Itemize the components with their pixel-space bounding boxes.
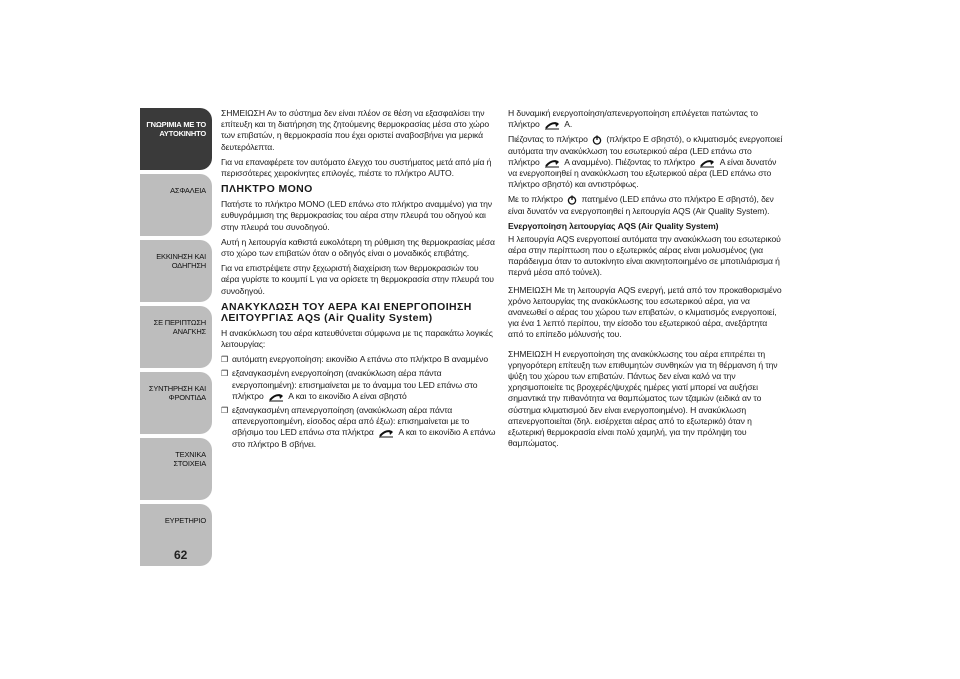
tab-label: ΣΕ ΠΕΡΙΠΤΩΣΗ ΑΝΑΓΚΗΣ <box>153 318 206 336</box>
recirculation-icon <box>268 392 284 402</box>
page-number: 62 <box>174 548 188 562</box>
power-icon <box>567 195 577 205</box>
paragraph: Πατήστε το πλήκτρο MONO (LED επάνω στο πλήκτρο αναμμένο) για την ευθυγράμμιση της θερμοκρασίας του αέρα στην πλευρά του οδηγού και στην πλευρά του συνοδηγού. <box>221 199 492 232</box>
paragraph <box>508 194 784 216</box>
tab-maintenance[interactable] <box>140 372 212 434</box>
list-item-text: εξαναγκασμένη απενεργοποίηση (ανακύκλωση αέρα πάντα απενεργοποιημένη, είσοδος αέρα από έξω): επισημαίνεται με το σβήσιμο του LED επάνω στα πλήκτρα <box>232 405 470 438</box>
paragraph: ΣΗΜΕΙΩΣΗ Με τη λειτουργία AQS ενεργή, μετά από τον προκαθορισμένο χρόνο λειτουργίας της ανακύκλωσης του εσωτερικού αέρα, για να ανανεωθεί ο αέρας του χώρου των επιβατών, ο κλιματισμός ενεργοποιεί, για ένα 1 λεπτό περίπου, την είσοδο του εξωτερικού αέρα, ανεξάρτητα από το επίπεδο μόλυνσής του. <box>508 284 782 340</box>
tab-label: ΕΥΡΕΤΗΡΙΟ <box>164 516 206 525</box>
tab-starting-driving[interactable] <box>140 240 212 302</box>
paragraph: Η ανακύκλωση του αέρα κατευθύνεται σύμφωνα με τις παρακάτω λογικές λειτουργίας: <box>221 327 493 350</box>
list-item <box>221 354 497 365</box>
paragraph <box>508 134 784 190</box>
chapter-tabs <box>140 108 212 570</box>
paragraph: Για να επαναφέρετε τον αυτόματο έλεγχο του συστήματος μετά από μία ή περισσότερες χειροκίνητες επιλογές, πιέστε το πλήκτρο AUTO. <box>221 156 492 179</box>
heading-recirculation: ΑΝΑΚΥΚΛΩΣΗ ΤΟΥ ΑΕΡΑ ΚΑΙ ΕΝΕΡΓΟΠΟΙΗΣΗ ΛΕΙΤΟΥΡΓΙΑΣ AQS (Air Quality System) <box>221 300 472 324</box>
tab-label: ΤΕΧΝΙΚΑ ΣΤΟΙΧΕΙΑ <box>173 450 206 468</box>
tab-safety[interactable] <box>140 174 212 236</box>
left-column <box>221 108 497 453</box>
text: A είναι δυνατόν να ενεργοποιηθεί η ανακύκλωση του εξωτερικού αέρα (LED επάνω στο πλήκτρο σβηστό) και αντιστρόφως. <box>508 156 777 190</box>
paragraph: Αυτή η λειτουργία καθιστά ευκολότερη τη ρύθμιση της θερμοκρασίας μέσα στο χώρο των επιβατών όταν ο οδηγός είναι ο μοναδικός επιβάτης. <box>221 236 495 259</box>
text: Με το πλήκτρο <box>508 194 563 205</box>
tab-label: ΑΣΦΑΛΕΙΑ <box>170 186 206 195</box>
list-item <box>221 405 497 450</box>
text: Πιέζοντας το πλήκτρο <box>508 134 588 145</box>
text: A αναμμένο). Πιέζοντας το πλήκτρο <box>564 156 696 167</box>
paragraph: Για να επιστρέψετε στην ξεχωριστή διαχείριση των θερμοκρασιών του αέρα γυρίστε το κουμπί L για να ορίσετε τη θερμοκρασία στην πλευρά του συνοδηγού. <box>221 263 494 296</box>
tab-emergency[interactable] <box>140 306 212 368</box>
tab-technical-data[interactable] <box>140 438 212 500</box>
right-column <box>508 108 784 453</box>
text: A. <box>564 119 573 130</box>
tab-getting-to-know[interactable] <box>140 108 212 170</box>
recirculation-icon <box>544 120 560 130</box>
tab-label: ΣΥΝΤΗΡΗΣΗ ΚΑΙ ΦΡΟΝΤΙΔΑ <box>148 384 206 402</box>
paragraph: ΣΗΜΕΙΩΣΗ Αν το σύστημα δεν είναι πλέον σε θέση να εξασφαλίσει την επίτευξη και τη διατήρηση της ζητούμενης θερμοκρασίας μέσα στο χώρο των επιβατών, η θερμοκρασία που έχει οριστεί αναβοσβήνει για μερικά δευτερόλεπτα. <box>221 108 490 152</box>
recirculation-icon <box>699 158 715 168</box>
text: Η δυναμική ενεργοποίηση/απενεργοποίηση επιλέγεται πατώντας το πλήκτρο <box>508 108 758 130</box>
list-item-text: A και το εικονίδιο A επάνω στο πλήκτρο B σβήνει. <box>232 427 496 449</box>
paragraph <box>508 108 784 130</box>
paragraph: ΣΗΜΕΙΩΣΗ Η ενεργοποίηση της ανακύκλωσης του αέρα επιτρέπει τη γρηγορότερη επίτευξη των επιθυμητών συνθηκών για τη θέρμανση ή την ψύξη του χώρου των επιβατών. Πάντως δεν είναι καλό να την χρησιμοποιείτε τις βροχερές/ψυχρές ημέρες γιατί μπορεί να αυξήσει σημαντικά την πιθανότητα να θαμπώματος των τζαμιών (ειδικά αν το σύστημα κλιματισμού δεν είναι ενεργοποιημένο). Η ανακύκλωση απενεργοποιείται (δηλ. εισέρχεται αέρας από το εξωτερικό) όταν η εξωτερική θερμοκρασία είναι πολύ χαμηλή, για την πρόληψη του θαμπώματος. <box>508 348 778 449</box>
recirculation-icon <box>544 158 560 168</box>
paragraph: Η λειτουργία AQS ενεργοποιεί αυτόματα την ανακύκλωση του εσωτερικού αέρα στην περίπτωση που ο εξωτερικός αέρας είναι μολυσμένος (για παράδειγμα όταν το αυτοκίνητο είναι ακινητοποιημένο σε μποτιλιάρισμα ή περνά μέσα από τούνελ). <box>508 233 781 278</box>
heading-mono-button: ΠΛΗΚΤΡΟ MONO <box>221 183 313 196</box>
list-item <box>221 368 497 402</box>
text: πατημένο (LED επάνω στο πλήκτρο E σβηστό), δεν είναι δυνατόν να ενεργοποιηθεί η λειτουργία AQS (Air Quality System). <box>508 194 774 216</box>
list-item-text: A και το εικονίδιο A είναι σβηστό <box>288 390 407 401</box>
recirculation-icon <box>378 428 394 438</box>
heading-aqs: Ενεργοποίηση λειτουργίας AQS (Air Quality System) <box>508 220 719 231</box>
power-icon <box>592 135 602 145</box>
list-item-text: εξαναγκασμένη ενεργοποίηση (ανακύκλωση αέρα πάντα ενεργοποιημένη): επισημαίνεται με το άναμμα του LED επάνω στο πλήκτρο <box>232 368 478 401</box>
text: (πλήκτρο E σβηστό), ο κλιματισμός ενεργοποιεί αυτόματα την ανακύκλωση του εσωτερικού αέρα (LED επάνω στο πλήκτρο <box>508 134 783 167</box>
list-item-text: αυτόματη ενεργοποίηση: εικονίδιο A επάνω στο πλήκτρο B αναμμένο <box>232 354 489 365</box>
tab-label: ΓΝΩΡΙΜΙΑ ΜΕ ΤΟ ΑΥΤΟΚΙΝΗΤΟ <box>146 120 206 138</box>
tab-label: ΕΚΚΙΝΗΣΗ ΚΑΙ ΟΔΗΓΗΣΗ <box>156 252 206 270</box>
